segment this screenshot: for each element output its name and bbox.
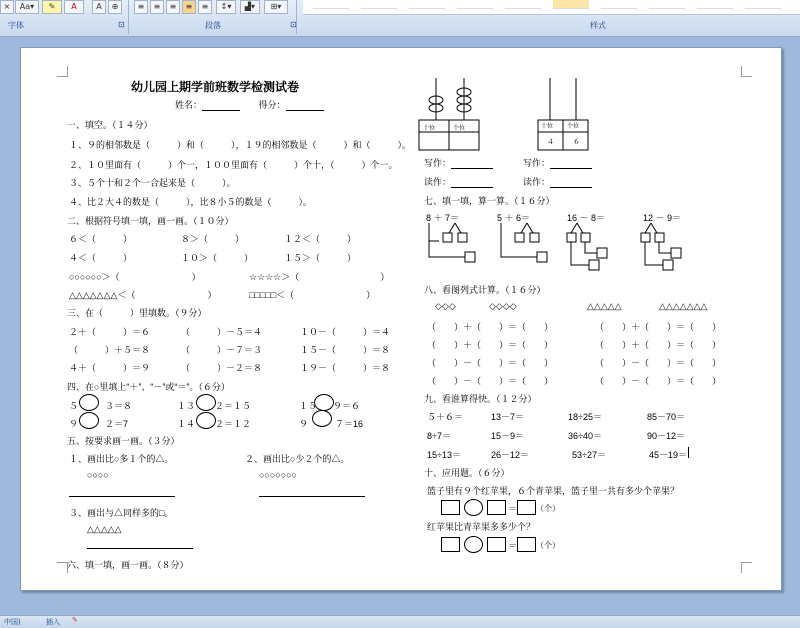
section-7-heading: 七、填一填，算一算。（１６分） xyxy=(424,196,555,206)
section-2-heading: 二、根据符号填一填，画一画。（１０分） xyxy=(67,216,234,226)
s8-row: （ ）＋（ ）＝（ ） xyxy=(427,322,554,332)
score-label: 得分： xyxy=(258,100,286,110)
s8-row: （ ）－（ ）＝（ ） xyxy=(427,358,554,368)
s2-item: ８＞（ ） xyxy=(181,234,245,244)
paragraph-dialog-launcher[interactable]: ⊡ xyxy=(290,20,297,29)
answer-box[interactable] xyxy=(517,537,536,552)
operator-circle[interactable] xyxy=(79,394,99,411)
s10-question: 篮子里有９个红苹果，６个青苹果，篮子里一共有多少个苹果？ xyxy=(427,486,680,496)
font-color-button[interactable]: A xyxy=(64,0,84,14)
section-4-heading: 四、在○里填上“＋”、“－”或“＝”。（６分） xyxy=(67,382,230,392)
s8-row: （ ）－（ ）＝（ ） xyxy=(595,376,722,386)
s3-item: （ ）－２＝８ xyxy=(181,363,263,373)
answer-box[interactable] xyxy=(487,500,506,515)
s8-shapes: ◇◇◇◇ xyxy=(489,301,517,311)
s3-item: １９－（ ）＝８ xyxy=(300,363,391,373)
s5-question: １、画出比○多１个的△。 xyxy=(69,454,174,464)
char-border-button[interactable]: A xyxy=(92,0,106,14)
answer-box[interactable] xyxy=(441,500,460,515)
text-cursor xyxy=(688,447,689,458)
s2-item: ４＜（ ） xyxy=(69,253,133,263)
s4-left: １３ xyxy=(177,401,196,411)
col-label: 个位 xyxy=(567,124,580,130)
section-9-heading: 九、看谁算得快。（１２分） xyxy=(424,394,537,404)
crop-mark xyxy=(741,66,752,77)
s4-right: ７＝16 xyxy=(335,419,364,429)
answer-line[interactable] xyxy=(259,496,365,497)
section-6-heading: 六、填一填，画一画。（８分） xyxy=(67,560,189,570)
write-label: 写作： xyxy=(424,156,493,169)
abacus-right xyxy=(538,78,588,150)
s8-shapes: ◇◇◇ xyxy=(435,301,456,311)
crop-mark xyxy=(741,562,752,573)
answer-box[interactable] xyxy=(441,537,460,552)
split-figure xyxy=(567,223,629,271)
s4-right: ２＝１５ xyxy=(215,401,252,411)
s1-line: ３、５个十和２个一合起来是（ ）。 xyxy=(69,178,236,188)
font-size-button[interactable]: Aa▾ xyxy=(15,0,39,14)
unit-label: （个） xyxy=(536,504,560,513)
s4-right: ２＝１２ xyxy=(215,419,252,429)
paragraph-group-label: 段落 xyxy=(205,21,221,30)
unit-label: （个） xyxy=(536,541,560,550)
document-page[interactable] xyxy=(20,47,782,591)
s4-left: １４ xyxy=(177,419,196,429)
s3-item: １５－（ ）＝８ xyxy=(300,345,391,355)
s2-item: ☆☆☆☆＞（ ） xyxy=(249,272,390,282)
document-canvas xyxy=(0,37,800,615)
section-10-heading: 十、应用题。（６分） xyxy=(424,468,510,478)
answer-line[interactable] xyxy=(69,496,175,497)
split-figure xyxy=(497,223,557,267)
s3-item: １０－（ ）＝４ xyxy=(300,327,391,337)
s5-shapes: ○○○○○○○ xyxy=(259,470,298,480)
s5-question: ３、画出与△同样多的□。 xyxy=(69,508,174,518)
s3-item: （ ）－５＝４ xyxy=(181,327,263,337)
split-figure xyxy=(641,223,703,271)
s9-item: 45－19＝ xyxy=(649,450,688,460)
equals-sign: ＝ xyxy=(508,541,518,551)
s9-item: 18÷25＝ xyxy=(568,412,602,422)
s7-item: 8 ＋ 7＝ xyxy=(426,213,460,223)
s3-item: ４＋（ ）＝９ xyxy=(69,363,151,373)
operator-circle[interactable] xyxy=(196,394,216,411)
abacus-value: ４ xyxy=(547,139,554,146)
s1-line: ２、１０里面有（ ）个一，１００里面有（ ）个十，（ ）个一。 xyxy=(69,160,398,170)
section-8-heading: 八、看图列式计算。（１６分） xyxy=(424,285,546,295)
s7-item: 16 － 8＝ xyxy=(567,213,606,223)
status-bar xyxy=(0,615,800,628)
s4-left: ５ xyxy=(69,401,79,411)
font-group-label: 字体 xyxy=(8,21,24,30)
insert-mode-indicator[interactable]: 插入 xyxy=(46,618,60,626)
operator-circle[interactable] xyxy=(196,412,216,429)
font-dialog-launcher[interactable]: ⊡ xyxy=(118,20,125,29)
s4-right: ２＝7 xyxy=(105,419,129,429)
section-5-heading: 五、按要求画一画。（３分） xyxy=(67,436,180,446)
s2-item: １０＞（ ） xyxy=(181,253,254,263)
s9-item: 85－70＝ xyxy=(647,412,686,422)
col-label: 十位 xyxy=(541,124,554,130)
borders-button[interactable]: ⊞▾ xyxy=(264,0,288,14)
section-1-heading: 一、填空。（１４分） xyxy=(67,120,153,130)
s2-item: ○○○○○○＞（ ） xyxy=(69,272,201,282)
s2-item: １５＞（ ） xyxy=(284,253,357,263)
s9-item: 15÷13＝ xyxy=(427,450,461,460)
s5-shapes: △△△△△ xyxy=(87,524,122,534)
s3-item: ２＋（ ）＝６ xyxy=(69,327,151,337)
crop-mark xyxy=(57,66,68,77)
answer-box[interactable] xyxy=(517,500,536,515)
s9-item: 36÷40＝ xyxy=(568,431,602,441)
s8-row: （ ）＋（ ）＝（ ） xyxy=(595,322,722,332)
highlight-button[interactable]: ✎ xyxy=(42,0,62,14)
s2-item: １２＜（ ） xyxy=(284,234,357,244)
s9-item: 53÷27＝ xyxy=(572,450,606,460)
s3-item: （ ）＋５＝８ xyxy=(69,345,151,355)
s10-question: 红苹果比青苹果多多少个？ xyxy=(427,522,536,532)
language-indicator[interactable]: 中国) xyxy=(4,618,21,626)
s8-row: （ ）－（ ）＝（ ） xyxy=(595,358,722,368)
s7-item: 12 － 9＝ xyxy=(643,213,682,223)
s7-item: 5 ＋ 6＝ xyxy=(497,213,531,223)
abacus-value: ６ xyxy=(573,139,580,146)
s8-row: （ ）＋（ ）＝（ ） xyxy=(595,340,722,350)
s9-item: 13－7＝ xyxy=(491,412,525,422)
s4-left: １５ xyxy=(299,401,318,411)
equals-sign: ＝ xyxy=(508,504,518,514)
col-label: 个位 xyxy=(453,126,466,132)
align-center-button[interactable]: ≡ xyxy=(150,0,164,14)
s2-item: ６＜（ ） xyxy=(69,234,133,244)
s4-left: ９ xyxy=(299,419,309,429)
read-label: 读作： xyxy=(523,175,592,188)
distribute-button[interactable]: ≡ xyxy=(198,0,212,14)
split-figure xyxy=(425,223,485,267)
s8-shapes: △△△△△△△ xyxy=(659,301,708,311)
operator-circle[interactable] xyxy=(464,499,483,516)
s9-item: 26－12＝ xyxy=(491,450,530,460)
s5-question: ２、画出比○少２个的△。 xyxy=(245,454,350,464)
s8-shapes: △△△△△ xyxy=(587,301,622,311)
section-3-heading: 三、在（ ）里填数。（９分） xyxy=(67,308,207,318)
s8-row: （ ）－（ ）＝（ ） xyxy=(427,376,554,386)
s2-item: △△△△△△△＜（ ） xyxy=(69,290,217,300)
s9-item: 15－9＝ xyxy=(491,431,525,441)
col-label: 十位 xyxy=(423,126,436,132)
line-spacing-button[interactable]: ↕▾ xyxy=(216,0,236,14)
change-case-button[interactable]: × xyxy=(0,0,14,14)
s9-item: 8÷7＝ xyxy=(427,431,451,441)
justify-button[interactable]: ≡ xyxy=(182,0,196,14)
s1-line: １、９的相邻数是（ ）和（ ），１９的相邻数是（ ）和（ ）。 xyxy=(69,140,412,150)
s5-shapes: ○○○○ xyxy=(87,470,109,480)
write-label: 写作： xyxy=(523,156,592,169)
operator-circle[interactable] xyxy=(314,394,334,411)
page-title: 幼儿园上期学前班数学检测试卷 xyxy=(131,80,300,94)
macro-icon[interactable]: ✎ xyxy=(72,616,78,624)
name-label: 姓名： xyxy=(175,100,203,110)
s1-line: ４、比２大４的数是（ ），比８小５的数是（ ）。 xyxy=(69,197,313,207)
operator-circle[interactable] xyxy=(312,410,332,427)
enclose-char-button[interactable]: ⊕ xyxy=(108,0,122,14)
s2-item: □□□□□＜（ ） xyxy=(249,290,376,300)
ribbon xyxy=(0,0,800,37)
s4-right: ３＝８ xyxy=(105,401,133,411)
answer-line[interactable] xyxy=(87,548,193,549)
align-left-button[interactable]: ≡ xyxy=(134,0,148,14)
abacus-left xyxy=(419,78,481,150)
align-right-button[interactable]: ≡ xyxy=(166,0,180,14)
s4-right: ９＝６ xyxy=(333,401,361,411)
name-field[interactable] xyxy=(175,98,324,111)
s3-item: （ ）－７＝３ xyxy=(181,345,263,355)
read-label: 读作： xyxy=(424,175,493,188)
styles-gallery[interactable] xyxy=(303,0,800,15)
operator-circle[interactable] xyxy=(79,412,99,429)
s4-left: ９ xyxy=(69,419,79,429)
operator-circle[interactable] xyxy=(464,536,483,553)
s9-item: ５＋６＝ xyxy=(427,412,464,422)
styles-group-label: 样式 xyxy=(590,21,606,30)
shading-button[interactable]: ▟▾ xyxy=(240,0,260,14)
s8-row: （ ）＋（ ）＝（ ） xyxy=(427,340,554,350)
answer-box[interactable] xyxy=(487,537,506,552)
s9-item: 90－12＝ xyxy=(647,431,686,441)
